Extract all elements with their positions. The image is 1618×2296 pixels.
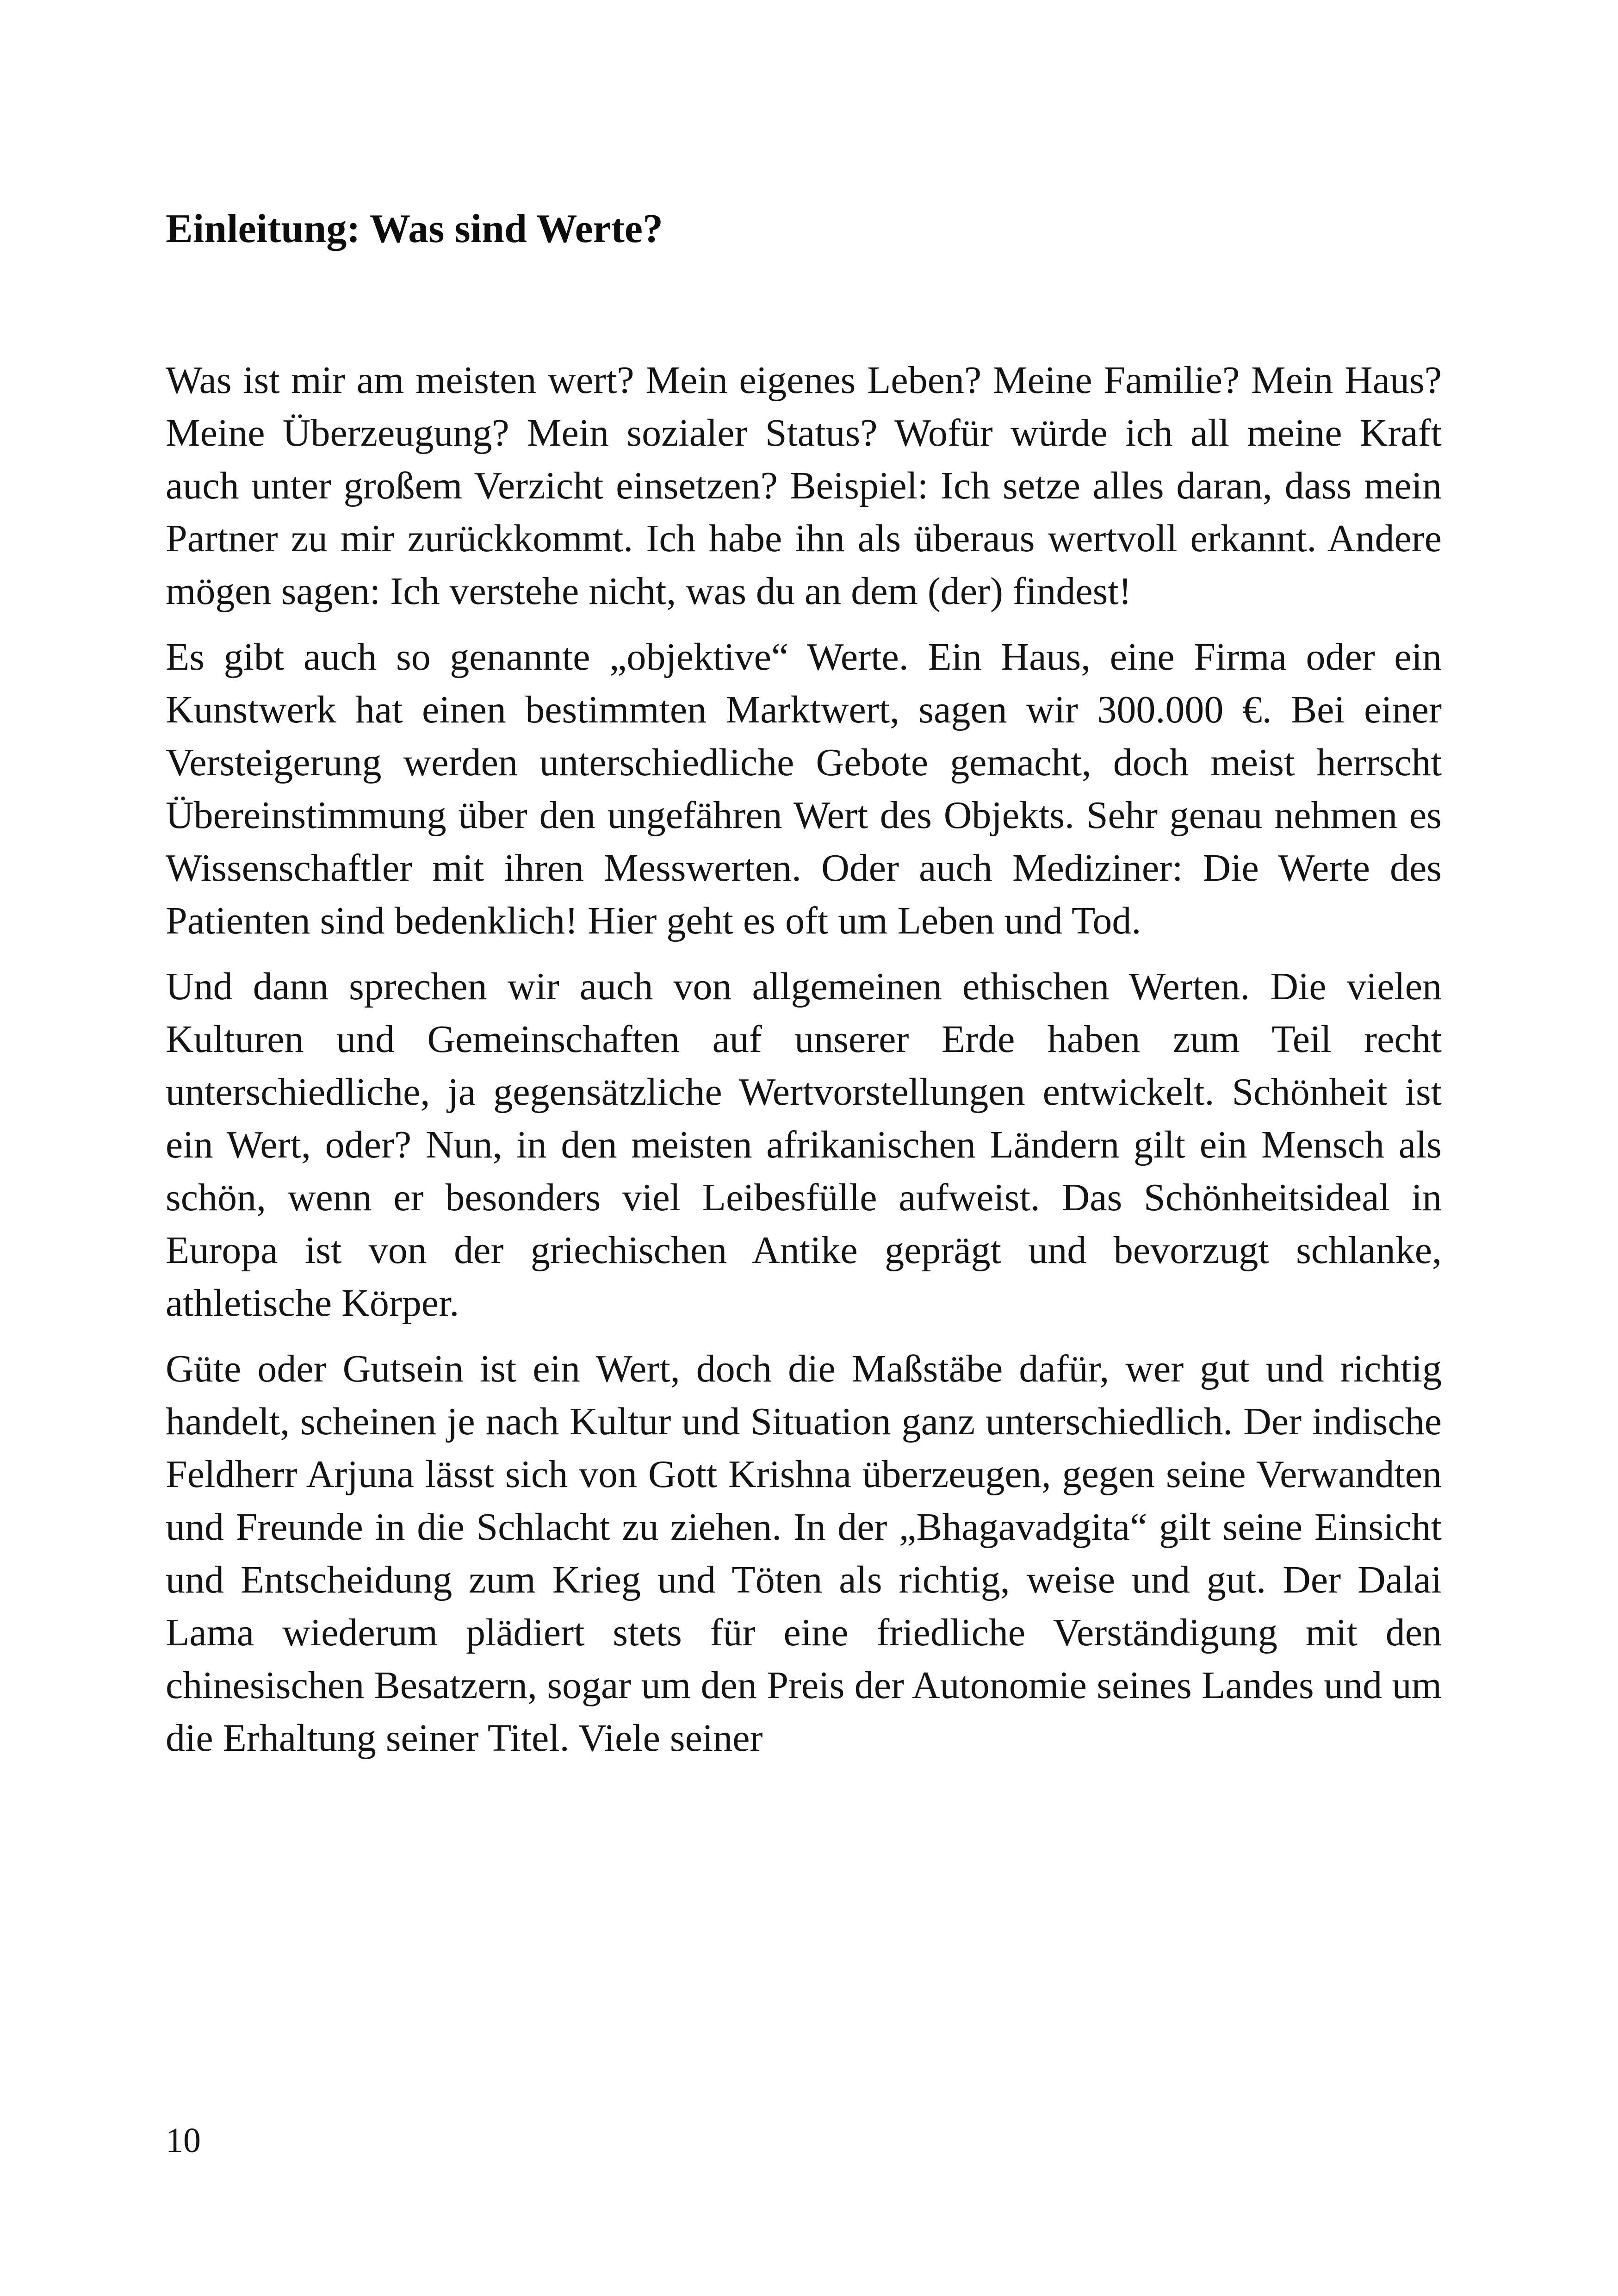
paragraph-3: Und dann sprechen wir auch von allgemeinen ethischen Werten. Die vielen Kulturen und Gemeinschaften auf unserer Erde haben zum Teil recht unterschiedliche, ja gegensätzliche Wertvorstellungen entwickelt. Schönheit ist ein Wert, oder? Nun, in den meisten afrikanischen Ländern gilt ein Mensch als schön, wenn er besonders viel Leibesfülle aufweist. Das Schönheitsideal in Europa ist von der griechischen Antike geprägt und bevorzugt schlanke, athletische Körper. xyxy=(166,965,1442,1325)
page-number: 10 xyxy=(166,2121,201,2160)
body-text xyxy=(166,354,1442,1778)
paragraph-4: Güte oder Gutsein ist ein Wert, doch die Maßstäbe dafür, wer gut und richtig handelt, scheinen je nach Kultur und Situation ganz unterschiedlich. Der indische Feldherr Arjuna lässt sich von Gott Krishna überzeugen, gegen seine Verwandten und Freunde in die Schlacht zu ziehen. In der „Bhagavadgita“ gilt seine Einsicht und Entscheidung zum Krieg und Töten als richtig, weise und gut. Der Dalai Lama wiederum plädiert stets für eine friedliche Verständigung mit den chinesischen Besatzern, sogar um den Preis der Autonomie seines Landes und um die Erhaltung seiner Titel. Viele seiner xyxy=(166,1347,1442,1760)
chapter-heading: Einleitung: Was sind Werte? xyxy=(166,206,663,251)
paragraph-2: Es gibt auch so genannte „objektive“ Werte. Ein Haus, eine Firma oder ein Kunstwerk hat einen bestimmten Marktwert, sagen wir 300.000 €. Bei einer Versteigerung werden unterschiedliche Gebote gemacht, doch meist herrscht Übereinstimmung über den ungefähren Wert des Objekts. Sehr genau nehmen es Wissenschaftler mit ihren Messwerten. Oder auch Mediziner: Die Werte des Patienten sind bedenklich! Hier geht es oft um Leben und Tod. xyxy=(166,635,1442,942)
paragraph-1: Was ist mir am meisten wert? Mein eigenes Leben? Meine Familie? Mein Haus? Meine Überzeugung? Mein sozialer Status? Wofür würde ich all meine Kraft auch unter großem Verzicht einsetzen? Beispiel: Ich setze alles daran, dass mein Partner zu mir zurückkommt. Ich habe ihn als überaus wertvoll erkannt. Andere mögen sagen: Ich verstehe nicht, was du an dem (der) findest! xyxy=(166,359,1442,613)
